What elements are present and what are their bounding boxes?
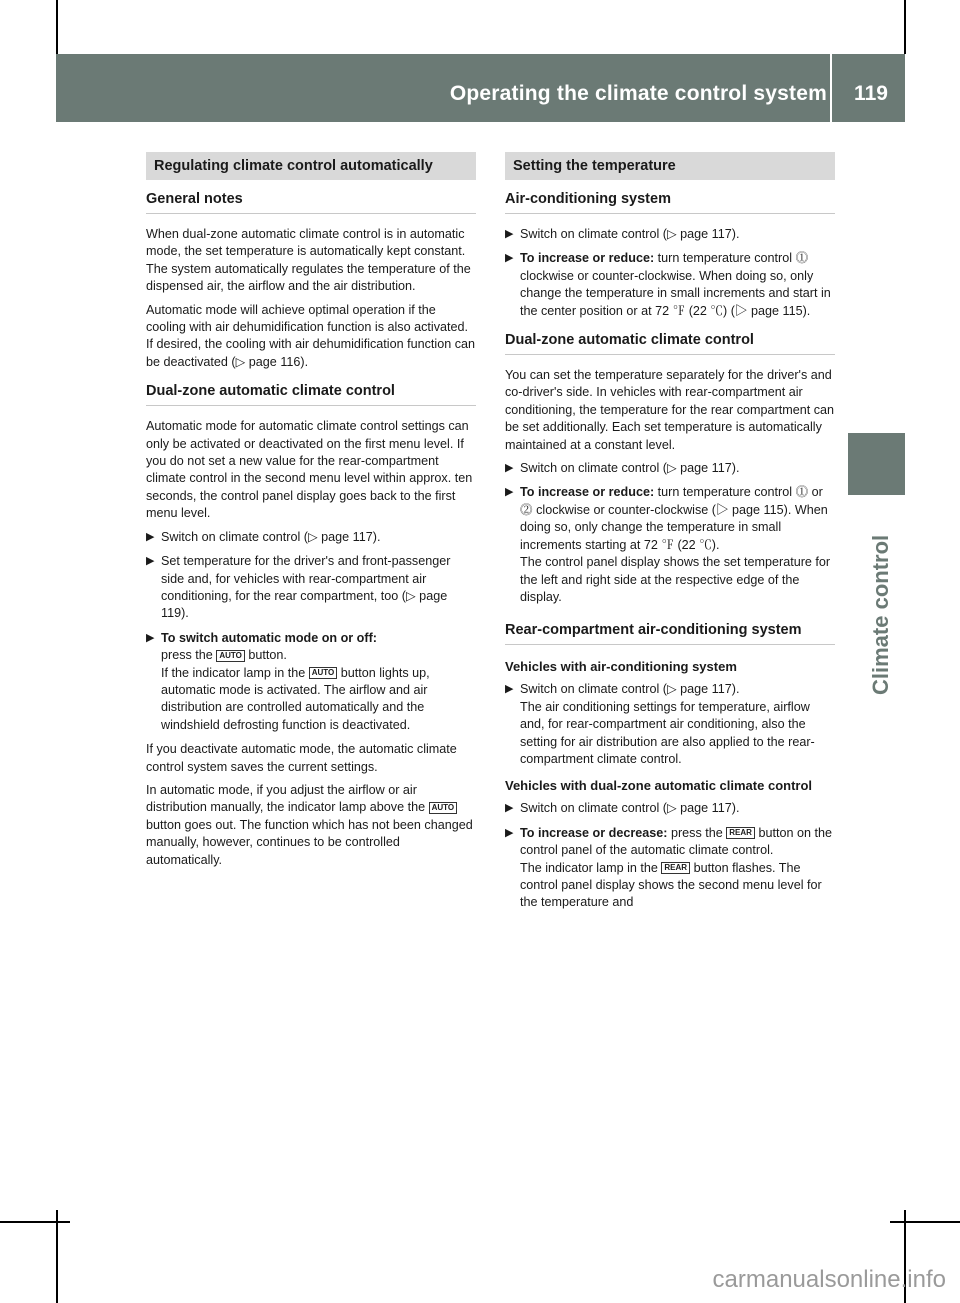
paragraph-text: button goes out. The function which has not been changed manually, however, continues to be controlled automatically. [146, 817, 473, 867]
arrow-icon: ▶ [505, 228, 514, 240]
subsection-heading: General notes [146, 191, 243, 207]
arrow-icon: ▶ [505, 826, 514, 839]
list-item-text: button. [248, 648, 287, 663]
list-item-text: Switch on climate control (▷ page 117). [520, 461, 740, 476]
list-item-text: Switch on climate control (▷ page 117). [161, 529, 381, 544]
list-item [146, 529, 476, 546]
page-title: Operating the climate control system [449, 82, 827, 105]
list-item-lead: To increase or reduce: [520, 485, 655, 500]
auto-button-icon: AUTO [216, 650, 245, 662]
paragraph: Automatic mode will achieve optimal operation if the cooling with air dehumidification function is also activated. If desired, the cooling with air dehumidification function can be deactivated (▷ page 116). [146, 302, 476, 369]
list-item-text: turn temperature control [657, 485, 793, 500]
list-item-text: The control panel display shows the set temperature for the left and right side at the respective edge of the display. [520, 555, 831, 604]
crop-mark [0, 1221, 70, 1223]
dial-icon: ⓶ [520, 502, 533, 517]
subsection-heading: Dual-zone automatic climate control [505, 332, 754, 349]
dial-icon: ⓵ [795, 251, 809, 266]
list-item [505, 484, 835, 606]
crop-mark [890, 1221, 960, 1223]
list-item [146, 553, 476, 623]
arrow-icon: ▶ [505, 486, 514, 499]
paragraph [146, 782, 476, 869]
section-heading: Setting the temperature [505, 152, 835, 180]
list-item-text: The air conditioning settings for temperature, airflow and, for rear-compartment air conditioning, also the setting for air distribution are also applied to the rear-compartment climate control. [520, 699, 815, 766]
crop-mark [56, 1210, 58, 1303]
list-item-text: Switch on climate control (▷ page 117). [520, 801, 740, 816]
minor-heading: Vehicles with air-conditioning system [505, 659, 737, 675]
arrow-icon: ▶ [505, 683, 514, 696]
list-item-text: button flashes. The control panel display shows the second menu level for the temperature and [520, 860, 822, 910]
list-item [505, 825, 835, 912]
arrow-icon: ▶ [505, 802, 514, 815]
chapter-tab [848, 433, 905, 495]
left-column [146, 152, 476, 875]
list-item-text: button lights up, automatic mode is activated. The airflow and air distribution are controlled automatically and the windshield defrosting function is deactivated. [161, 665, 430, 732]
right-column [505, 152, 835, 919]
list-item-text: press the [670, 825, 723, 840]
divider [505, 354, 835, 355]
list-item-text: Switch on climate control (▷ page 117). [520, 682, 740, 697]
list-item-text: The indicator lamp in the [520, 860, 658, 875]
arrow-icon: ▶ [146, 631, 155, 644]
subsection-heading: Dual-zone automatic climate control [146, 383, 395, 400]
paragraph-text: In automatic mode, if you adjust the airflow or air distribution manually, the indicator lamp above the [146, 782, 426, 815]
paragraph: You can set the temperature separately for the driver's and co-driver's side. In vehicles with rear-compartment air conditioning, the temperature for the rear compartment can be set additionally. Each set temperature is automatically maintained at a constant level. [505, 368, 835, 452]
watermark: carmanualsonline.info [712, 1266, 946, 1293]
arrow-icon: ▶ [505, 462, 514, 475]
divider [146, 405, 476, 406]
arrow-icon: ▶ [146, 555, 155, 568]
list-item-text: Set temperature for the driver's and front-passenger side and, for vehicles with rear-compartment air conditioning, for the rear compartment, too (▷ page 119). [161, 554, 451, 621]
arrow-icon: ▶ [146, 530, 155, 543]
list-item-text: or [811, 485, 823, 500]
paragraph: When dual-zone automatic climate control is in automatic mode, the set temperature is automatically kept constant. The system automatically regulates the temperature of the dispensed air, the airflow and the air distribution. [146, 227, 471, 294]
divider [505, 213, 835, 214]
arrow-icon: ▶ [505, 252, 514, 265]
list-item [505, 250, 835, 320]
list-item-text: button on the control panel of the automatic climate control. [520, 825, 832, 858]
list-item-text: Switch on climate control (▷ page 117). [520, 227, 740, 241]
list-item-text: turn temperature control [657, 251, 793, 266]
paragraph: Automatic mode for automatic climate control settings can only be activated or deactivated on the first menu level. If you do not set a new value for the rear-compartment climate control in the second menu level within approx. ten seconds, the control panel display goes back to the first menu level. [146, 419, 473, 521]
paragraph: If you deactivate automatic mode, the automatic climate control system saves the current settings. [146, 742, 457, 774]
list-item-text: press the [161, 648, 213, 663]
page-number: 119 [854, 82, 888, 105]
auto-button-icon: AUTO [429, 802, 458, 814]
subsection-heading: Rear-compartment air-conditioning system [505, 622, 802, 639]
list-item-text: clockwise or counter-clockwise (▷ page 115). When doing so, only change the temperature in small increments starting at 72 ℉ (22 ℃). [520, 502, 828, 552]
list-item [505, 800, 835, 817]
header-divider [830, 54, 832, 122]
section-heading: Regulating climate control automatically [146, 152, 476, 180]
chapter-label: Climate control [868, 534, 893, 695]
dial-icon: ⓵ [795, 485, 809, 500]
list-item [505, 460, 835, 477]
subsection-heading: Air-conditioning system [505, 191, 671, 207]
list-item [505, 681, 835, 768]
list-item-lead: To increase or reduce: [520, 251, 655, 266]
list-item-text: If the indicator lamp in the [161, 665, 306, 680]
auto-button-icon: AUTO [309, 667, 338, 679]
minor-heading: Vehicles with dual-zone automatic climate control [505, 778, 813, 794]
divider [505, 644, 835, 645]
crop-mark [56, 0, 58, 54]
crop-mark [904, 0, 906, 54]
rear-button-icon: REAR [726, 827, 755, 839]
list-item [146, 630, 476, 734]
list-item-lead: To switch automatic mode on or off: [161, 630, 377, 645]
list-item-text: clockwise or counter-clockwise. When doing so, only change the temperature in small increments and start in the center position or at 72 ℉ (22 ℃) (▷ page 115). [520, 268, 831, 318]
divider [146, 213, 476, 214]
rear-button-icon: REAR [661, 862, 690, 874]
list-item [505, 226, 835, 243]
list-item-lead: To increase or decrease: [520, 825, 668, 840]
